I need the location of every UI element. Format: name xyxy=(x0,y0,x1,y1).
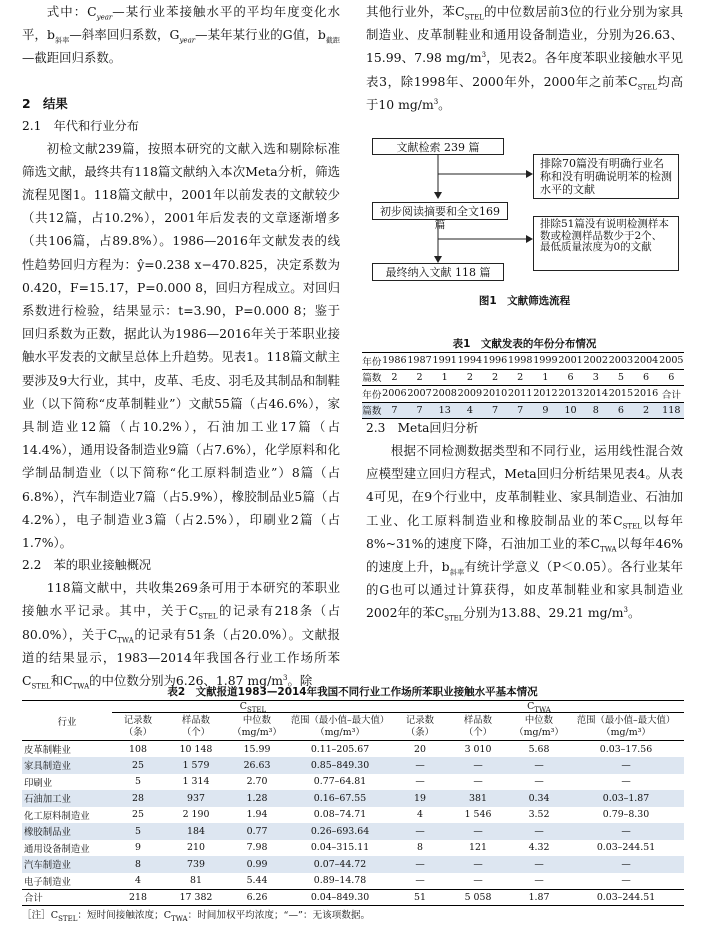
table-cell: 5 xyxy=(112,823,164,840)
table-cell: 0.03–17.56 xyxy=(599,743,653,755)
paragraph-2-2-continued: 其他行业外，苯$C_{STEL}$的中位数居前3位的行业分别为家具制造业、皮革制鞋业和通用设备制造业，分别为26.63、15.99、7.98 $mg/m^3$，见表2。各年度苯职业接触水平见表3，除1998年、2000年外，2000年之前苯$C_{STEL}$均高于10 $mg/m^3$。 xyxy=(366,4,683,112)
table-1-caption: 表1 文献发表的年份分布情况 xyxy=(452,338,597,350)
column-header: 中位数 （mg/m³） xyxy=(510,713,568,741)
industry-cell: 合计 xyxy=(22,889,112,906)
table-cell: — xyxy=(415,875,425,886)
table-cell: 篇数 xyxy=(362,369,382,386)
table-cell: 1999 xyxy=(533,353,558,370)
table-cell: 合计 xyxy=(659,386,684,403)
table-cell: 3.52 xyxy=(528,809,550,821)
table-cell: 7 xyxy=(482,402,507,419)
column-header: 记录数 （条） xyxy=(394,713,446,741)
table-cell: — xyxy=(394,823,446,840)
table-cell: 1 546 xyxy=(464,809,492,821)
table-cell: 28 xyxy=(112,790,164,807)
table-cell: 0.03–244.51 xyxy=(568,889,684,906)
table-cell: 2 xyxy=(382,369,407,386)
subsection-heading-2-2: 2.2 苯的职业接触概况 xyxy=(22,558,152,573)
table-cell: 9 xyxy=(533,402,558,419)
table-cell: 0.79–8.30 xyxy=(602,809,650,821)
table-cell: 0.11–205.67 xyxy=(310,743,370,755)
table-cell: 9 xyxy=(135,842,141,854)
table-cell: 2014 xyxy=(583,386,608,403)
group-header-stel: $C_{STEL}$ xyxy=(112,701,394,713)
industry-cell: 通用设备制造业 xyxy=(24,843,90,855)
table-cell: 2012 xyxy=(533,386,558,403)
table-cell: 2013 xyxy=(558,386,583,403)
table-cell: 0.03–244.51 xyxy=(596,842,656,854)
industry-cell: 橡胶制品业 xyxy=(22,823,112,840)
table-cell: 2006 xyxy=(382,386,407,403)
table-cell: 0.89–14.78 xyxy=(313,875,367,886)
table-cell: 6 xyxy=(634,369,659,386)
table-cell: 6.26 xyxy=(228,889,286,906)
table-cell: — xyxy=(568,856,684,873)
table-cell: 8 xyxy=(112,856,164,873)
table-cell: 1 314 xyxy=(182,776,210,788)
table-cell: 7 xyxy=(382,402,407,419)
table-cell: 6 xyxy=(608,402,633,419)
table-cell: 5 058 xyxy=(446,889,510,906)
table-cell: 3 010 xyxy=(464,743,492,755)
table-cell: 184 xyxy=(164,823,228,840)
right-column-top xyxy=(366,0,683,116)
table-2-body xyxy=(22,741,684,906)
table-cell: 0.77–64.81 xyxy=(313,776,367,788)
table-cell: 2001 xyxy=(558,353,583,370)
table-row xyxy=(22,823,684,840)
table-cell: 1.87 xyxy=(510,889,568,906)
column-header: 样品数 （个） xyxy=(164,713,228,741)
table-row xyxy=(22,840,684,857)
table-2-industry-exposure xyxy=(22,700,684,906)
table-cell: 4 xyxy=(135,875,141,886)
table-cell: — xyxy=(510,757,568,774)
table-cell: 7.98 xyxy=(246,842,268,854)
industry-cell: 汽车制造业 xyxy=(22,856,112,873)
table-cell: 2 xyxy=(407,369,432,386)
subsection-heading-2-3: 2.3 Meta回归分析 xyxy=(366,421,479,435)
table-cell: — xyxy=(394,757,446,774)
group-header-twa: $C_{TWA}$ xyxy=(394,701,684,713)
table-cell: 0.26–693.64 xyxy=(286,823,394,840)
table-cell: 0.77 xyxy=(228,823,286,840)
table-cell: 121 xyxy=(469,842,487,854)
table-cell: 2 xyxy=(457,369,482,386)
left-column xyxy=(22,0,340,692)
table-cell: 2007 xyxy=(407,386,432,403)
table-cell: 0.99 xyxy=(228,856,286,873)
table-cell: 2 xyxy=(508,369,533,386)
table-cell: 2010 xyxy=(482,386,507,403)
table-cell: 8 xyxy=(583,402,608,419)
table-cell: 4.32 xyxy=(528,842,550,854)
arrow-head xyxy=(434,192,442,199)
paragraph-2-2: 118篇文献中，共收集269条可用于本研究的苯职业接触水平记录。其中，关于$C_{STEL}$的记录有218条（占80.0%），关于$C_{TWA}$的记录有51条（占20.0%）。文献报道的结果显示，1983—2014年我国各行业工作场所苯$C_{STEL}$和$C_{TWA}$的中位数分别为6.26、1.87 $mg/m^3$。除 xyxy=(22,580,340,691)
table-cell: 1 579 xyxy=(164,757,228,774)
table-row xyxy=(362,369,684,386)
table-row xyxy=(22,873,684,890)
table-cell: 2009 xyxy=(457,386,482,403)
figure-1-caption: 图1 文献筛选流程 xyxy=(478,295,571,307)
table-cell: 0.04–849.30 xyxy=(286,889,394,906)
table-cell: 1996 xyxy=(482,353,507,370)
flow-box-final-118: 最终纳入文献 118 篇 xyxy=(372,263,504,281)
flow-box-initial-search: 文献检索 239 篇 xyxy=(372,138,504,155)
table-cell: 2003 xyxy=(608,353,633,370)
table-cell: 2011 xyxy=(508,386,533,403)
table-cell: — xyxy=(510,823,568,840)
table-row xyxy=(22,856,684,873)
table-cell: — xyxy=(415,776,425,788)
table-row xyxy=(22,774,684,791)
table-cell: 1.28 xyxy=(228,790,286,807)
table-cell: — xyxy=(621,776,631,788)
right-column-bottom xyxy=(366,417,683,625)
table-cell: 6 xyxy=(558,369,583,386)
table-cell: 4 xyxy=(417,809,423,821)
table-cell: 0.85–849.30 xyxy=(286,757,394,774)
column-header: 范围（最小值–最大值） （mg/m³） xyxy=(568,713,684,741)
figure-1-flowchart xyxy=(366,126,686,286)
table-cell: 210 xyxy=(187,842,205,854)
table-cell: — xyxy=(446,823,510,840)
table-cell: 937 xyxy=(164,790,228,807)
table-cell: 6 xyxy=(659,369,684,386)
table-cell: 0.07–44.72 xyxy=(286,856,394,873)
table-row xyxy=(22,790,684,807)
table-cell: 10 148 xyxy=(179,743,213,755)
table-cell: 4 xyxy=(457,402,482,419)
table-cell: 2.70 xyxy=(246,776,268,788)
table-cell: 2016 xyxy=(634,386,659,403)
table-1-year-distribution xyxy=(362,352,684,419)
table-cell: 7 xyxy=(508,402,533,419)
table-cell: 13 xyxy=(432,402,457,419)
table-cell: — xyxy=(568,823,684,840)
table-cell: 15.99 xyxy=(243,743,271,755)
table-row xyxy=(22,741,684,758)
table-2-caption: 表2 文献报道1983—2014年我国不同行业工作场所苯职业接触水平基本情况 xyxy=(167,686,538,698)
arrow-head xyxy=(526,235,533,243)
table-header-row xyxy=(22,713,684,741)
table-cell: 0.08–74.71 xyxy=(313,809,367,821)
table-cell: 0.04–315.11 xyxy=(310,842,370,854)
subsection-heading-2-1: 2.1 年代和行业分布 xyxy=(22,118,139,133)
table-cell: 218 xyxy=(112,889,164,906)
industry-cell: 石油加工业 xyxy=(22,790,112,807)
column-header: 范围（最小值–最大值） （mg/m³） xyxy=(286,713,394,741)
table-cell: 2004 xyxy=(634,353,659,370)
table-cell: — xyxy=(394,856,446,873)
table-cell: 2 190 xyxy=(182,809,210,821)
table-row xyxy=(22,757,684,774)
table-cell: 1994 xyxy=(457,353,482,370)
table-cell: 5 xyxy=(608,369,633,386)
section-heading-results: 2 结果 xyxy=(22,95,68,111)
table-header-row xyxy=(22,701,684,713)
table-cell: — xyxy=(446,856,510,873)
table-cell: — xyxy=(568,757,684,774)
table-cell: — xyxy=(510,856,568,873)
table-cell: 10 xyxy=(558,402,583,419)
table-cell: 5.44 xyxy=(246,875,268,886)
table-cell: 2008 xyxy=(432,386,457,403)
table-cell: 19 xyxy=(394,790,446,807)
table-cell: — xyxy=(534,776,544,788)
flow-box-exclude-70: 排除70篇没有明确行业名称和没有明确说明苯的检测水平的文献 xyxy=(533,154,679,199)
table-cell: 25 xyxy=(112,757,164,774)
table-cell: 2 xyxy=(482,369,507,386)
table-row xyxy=(362,386,684,403)
table-cell: 1987 xyxy=(407,353,432,370)
table-cell: 1998 xyxy=(508,353,533,370)
column-header: 记录数 （条） xyxy=(112,713,164,741)
table-cell: 0.03–1.87 xyxy=(568,790,684,807)
table-cell: 2 xyxy=(634,402,659,419)
industry-cell: 化工原料制造业 xyxy=(24,810,90,822)
table-cell: 26.63 xyxy=(228,757,286,774)
table-cell: — xyxy=(446,757,510,774)
column-header: 样品数 （个） xyxy=(446,713,510,741)
table-cell: 2005 xyxy=(659,353,684,370)
table-cell: 1 xyxy=(432,369,457,386)
table-cell: — xyxy=(473,776,483,788)
industry-cell: 印刷业 xyxy=(24,777,53,789)
flow-box-exclude-51: 排除51篇没有说明检测样本数或检测样品数少于2个、最低质量浓度为0的文献 xyxy=(533,216,679,271)
paragraph-2-1: 初检文献239篇，按照本研究的文献入选和剔除标准筛选文献，最终共有118篇文献纳入本次Meta分析，筛选流程见图1。118篇文献中，2001年以前发表的文献较少（共12篇，占10.2%），2001年后发表的文章逐渐增多（共106篇，占89.8%）。1986—2016年文献发表的线性趋势回归方程为：ŷ=0.238 x−470.825，决定系数为0.420，F=15.17，P=0.000 8，回归方程成立。对回归系数进行检验，结果显示：t=3.90，P=0.000 8；鉴于回归系数为正数，据此认为1986—2016年关于苯职业接触水平发表的文献呈总体上升趋势。见表1。118篇文献主要涉及9大行业，其中，皮革、毛皮、羽毛及其制品和制鞋业（以下简称“皮革制鞋业”）文献55篇（占46.6%），家具制造业12篇（占10.2%），石油加工业17篇（占14.4%），通用设备制造业9篇（占7.6%），化学原料和化学制品制造业（以下简称“化工原料制造业”）8篇（占6.8%），汽车制造业7篇（占5.9%），橡胶制品业5篇（占4.2%），电子制造业3篇（占2.5%），印刷业2篇（占1.7%）。 xyxy=(22,140,340,551)
table-cell: 1991 xyxy=(432,353,457,370)
table-cell: 0.16–67.55 xyxy=(286,790,394,807)
arrow-head xyxy=(526,170,533,178)
table-row xyxy=(22,807,684,824)
column-header: 中位数 （mg/m³） xyxy=(228,713,286,741)
table-cell: 年份 xyxy=(362,353,382,370)
table-cell: 5.68 xyxy=(528,743,550,755)
table-cell: 1.94 xyxy=(246,809,268,821)
table-cell: 17 382 xyxy=(164,889,228,906)
table-cell: 7 xyxy=(407,402,432,419)
table-cell: 81 xyxy=(190,875,202,886)
table-cell: 1 xyxy=(533,369,558,386)
table-cell: 年份 xyxy=(362,386,382,403)
table-cell: 108 xyxy=(129,743,147,755)
table-row xyxy=(22,889,684,906)
table-cell: 51 xyxy=(394,889,446,906)
table-cell: 篇数 xyxy=(362,402,382,419)
table-cell: 8 xyxy=(417,842,423,854)
column-header-industry: 行业 xyxy=(22,701,112,741)
table-cell: 2002 xyxy=(583,353,608,370)
industry-cell: 家具制造业 xyxy=(22,757,112,774)
table-cell: — xyxy=(621,875,631,886)
industry-cell: 电子制造业 xyxy=(24,876,71,888)
table-row xyxy=(362,353,684,370)
table-cell: 1986 xyxy=(382,353,407,370)
table-cell: — xyxy=(534,875,544,886)
industry-cell: 皮革制鞋业 xyxy=(24,745,71,756)
formula-explanation: 式中：$C_{year}—$某行业苯接触水平的平均年度变化水平，$b_{斜率}—$斜率回归系数，$G_{year}—$某年某行业的G值，$b_{截距}—$截距回归系数。 xyxy=(22,4,341,66)
table-cell: 739 xyxy=(164,856,228,873)
paragraph-2-3: 根据不同检测数据类型和不同行业，运用线性混合效应模型建立回归方程式，Meta回归分析结果见表4。从表4可见，在9个行业中，皮革制鞋业、家具制造业、石油加工业、化工原料制造业和橡胶制品业的苯$C_{STEL}$以每年8%~31%的速度下降，石油加工业的苯$C_{TWA}$以每年46%的速度上升，$b_{斜率}$有统计学意义（P＜0.05）。各行业某年的G也可以通过计算获得，如皮革制鞋业和家具制造业2002年的苯$C_{STEL}$分别为13.88、29.21 $mg/m^3$。 xyxy=(366,443,684,623)
table-cell: 20 xyxy=(414,743,426,755)
table-cell: 25 xyxy=(132,809,144,821)
flow-box-read-abstracts: 初步阅读摘要和全文169篇 xyxy=(372,202,508,220)
table-2-note: ［注$]C_{STEL}$：短时间接触浓度；$C_{TWA}$：时间加权平均浓度；“—”：无该项数据。 xyxy=(22,910,371,923)
table-cell: 5 xyxy=(135,776,141,788)
table-cell: 2015 xyxy=(608,386,633,403)
table-cell: 0.34 xyxy=(510,790,568,807)
table-cell: 118 xyxy=(659,402,684,419)
arrow-head xyxy=(434,256,442,263)
table-cell: 381 xyxy=(446,790,510,807)
table-cell: — xyxy=(473,875,483,886)
table-cell: 3 xyxy=(583,369,608,386)
